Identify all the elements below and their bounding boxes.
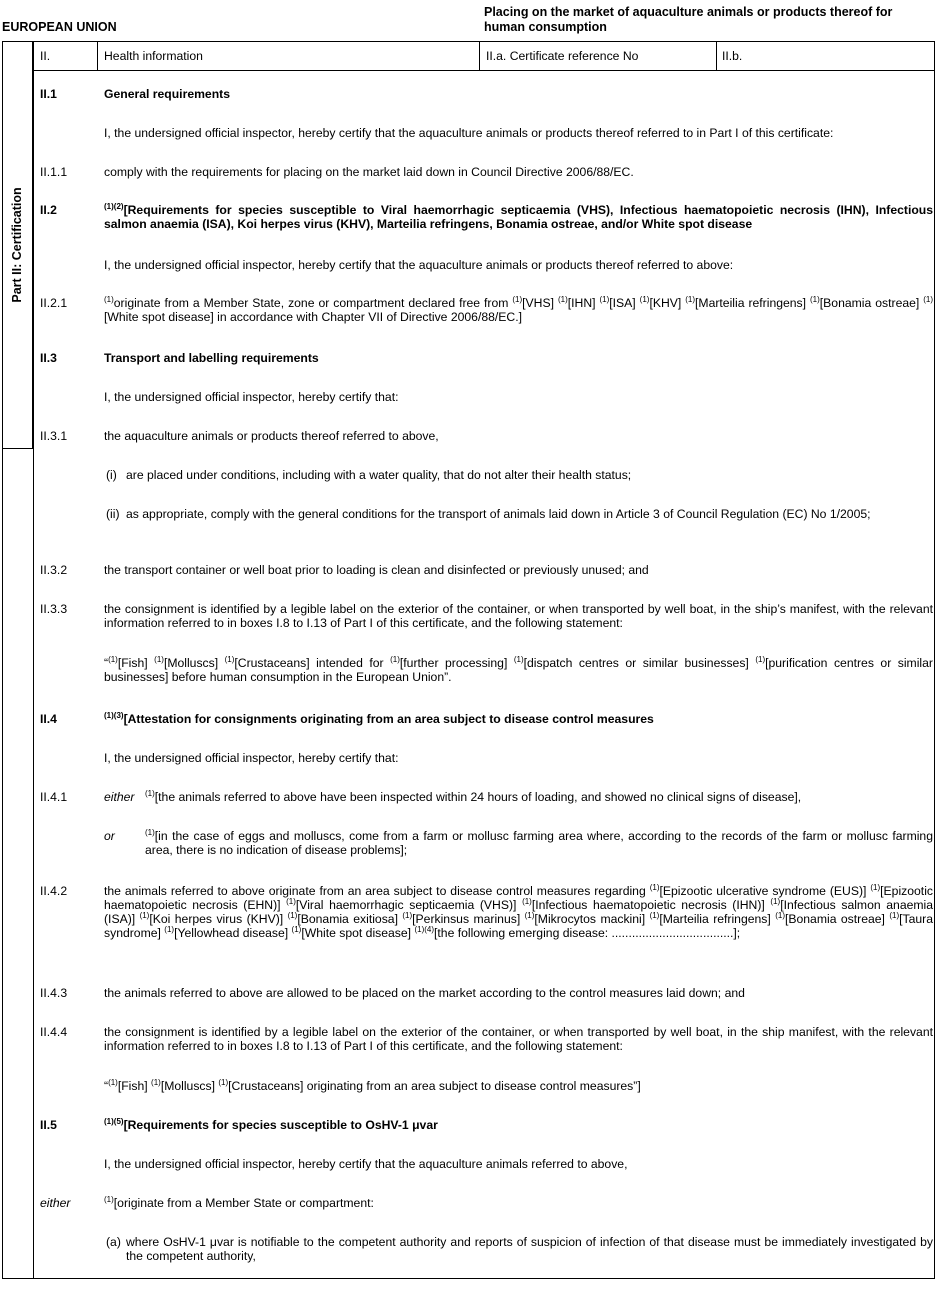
item-number: II.3.3: [40, 602, 68, 616]
statement: “$^{(1)}$[Fish] $^{(1)}$[Molluscs] $^{(1)}$[Crustaceans] intended for $^{(1)}$[further processing] $^{(1)}$[dispatch centres or similar businesses] $^{(1)}$[purification centres or similar businesses] before human consumption in the European Union”.: [104, 654, 933, 684]
paragraph: I, the undersigned official inspector, hereby certify that:: [104, 390, 399, 404]
paragraph: $^{(1)}$[in the case of eggs and molluscs, come from a farm or mollusc farming area where, according to the records of the farm or mollusc farming area, there is no indication of disease problems];: [145, 827, 933, 857]
paragraph: I, the undersigned official inspector, hereby certify that:: [104, 751, 399, 765]
section-title: $^{(1)(2)}$[Requirements for species susceptible to Viral haemorrhagic septicaemia (VHS), Infectious haematopoietic necrosis (IHN), Infectious salmon anaemia (ISA), Koi herpes virus (KHV), Marteilia refringens, Bonamia ostreae, and/or White spot disease: [104, 201, 933, 231]
side-label-box: [2, 41, 33, 449]
paragraph: $^{(1)}$[the animals referred to above have been inspected within 24 hours of loading, and showed no clinical signs of disease],: [145, 788, 802, 804]
header-cell-ref: II.a. Certificate reference No: [486, 49, 639, 63]
section-title: $^{(1)(3)}$[Attestation for consignments originating from an area subject to disease control measures: [104, 710, 654, 726]
item-number: II.4.1: [40, 790, 68, 804]
section-title: Transport and labelling requirements: [104, 351, 319, 365]
paragraph: the animals referred to above are allowed to be placed on the market according to the control measures laid down; and: [104, 986, 745, 1000]
item-number: II.4.4: [40, 1025, 68, 1039]
or-label: or: [104, 829, 115, 843]
header-cell-ii: II.: [40, 49, 51, 63]
paragraph: are placed under conditions, including with a water quality, that do not alter their health status;: [126, 468, 632, 482]
divider: [97, 41, 98, 71]
paragraph: I, the undersigned official inspector, hereby certify that the aquaculture animals or products thereof referred to in Part I of this certificate:: [104, 126, 834, 140]
section-number: II.3: [40, 351, 57, 365]
paragraph: where OsHV-1 μvar is notifiable to the competent authority and reports of suspicion of infection of that disease must be immediately investigated by the competent authority,: [126, 1235, 933, 1263]
header-cell-health: Health information: [104, 49, 203, 63]
paragraph: $^{(1)}$originate from a Member State, zone or compartment declared free from $^{(1)}$[VHS] $^{(1)}$[IHN] $^{(1)}$[ISA] $^{(1)}$[KHV] $^{(1)}$[Marteilia refringens] $^{(1)}$[Bonamia ostreae] $^{(1)}$[White spot disease] in accordance with Chapter VII of Directive 2006/88/EC.]: [104, 294, 934, 324]
paragraph: I, the undersigned official inspector, hereby certify that the aquaculture animals referred to above,: [104, 1157, 628, 1171]
side-label: Part II: Certification: [10, 187, 24, 303]
paragraph: $^{(1)}$[originate from a Member State or compartment:: [104, 1194, 374, 1210]
item-number: II.2.1: [40, 296, 68, 310]
item-number: II.3.1: [40, 429, 68, 443]
header-union: EUROPEAN UNION: [2, 20, 117, 34]
item-number: II.1.1: [40, 165, 68, 179]
section-number: II.4: [40, 712, 57, 726]
item-number: II.4.2: [40, 884, 68, 898]
paragraph: I, the undersigned official inspector, hereby certify that the aquaculture animals or products thereof referred to above:: [104, 258, 734, 272]
sub-label: (i): [106, 468, 117, 482]
divider: [479, 41, 480, 71]
either-label: either: [40, 1196, 71, 1210]
paragraph: the consignment is identified by a legible label on the exterior of the container, or when transported by well boat, in the ship’s manifest, with the relevant information referred to in boxes I.8 to I.13 of Part I of this certificate, and the following statement:: [104, 602, 933, 630]
sub-label: (a): [106, 1235, 121, 1249]
header-cell-iib: II.b.: [722, 49, 743, 63]
paragraph: as appropriate, comply with the general conditions for the transport of animals laid down in Article 3 of Council Regulation (EC) No 1/2005;: [126, 507, 871, 521]
statement: “$^{(1)}$[Fish] $^{(1)}$[Molluscs] $^{(1)}$[Crustaceans] originating from an area subject to disease control measures”]: [104, 1077, 641, 1093]
section-number: II.5: [40, 1118, 57, 1132]
paragraph: the consignment is identified by a legible label on the exterior of the container, or when transported by well boat, in the ship manifest, with the relevant information referred to in boxes I.8 to I.13 of Part I of this certificate, and the following statement:: [104, 1025, 933, 1053]
item-number: II.3.2: [40, 563, 68, 577]
either-label: either: [104, 790, 135, 804]
section-number: II.2: [40, 203, 57, 217]
paragraph: the transport container or well boat prior to loading is clean and disinfected or previously unused; and: [104, 563, 649, 577]
paragraph: the aquaculture animals or products thereof referred to above,: [104, 429, 439, 443]
paragraph: the animals referred to above originate from an area subject to disease control measures regarding $^{(1)}$[Epizootic ulcerative syndrome (EUS)] $^{(1)}$[Epizootic haematopoietic necrosis (EHN)] $^{(1)}$[Viral haemorrhagic septicaemia (VHS)] $^{(1)}$[Infectious haematopoietic necrosis (IHN)] $^{(1)}$[Infectious salmon anaemia (ISA)] $^{(1)}$[Koi herpes virus (KHV)] $^{(1)}$[Bonamia exitiosa] $^{(1)}$[Perkinsus marinus] $^{(1)}$[Mikrocytos mackini] $^{(1)}$[Marteilia refringens] $^{(1)}$[Bonamia ostreae] $^{(1)}$[Taura syndrome] $^{(1)}$[Yellowhead disease] $^{(1)}$[White spot disease] $^{(1)(4)}$[the following emerging disease: ....................................];: [104, 882, 934, 940]
header-title: Placing on the market of aquaculture animals or products thereof for human consumption: [484, 5, 893, 34]
paragraph: comply with the requirements for placing on the market laid down in Council Directive 2006/88/EC.: [104, 165, 634, 179]
section-title: $^{(1)(5)}$[Requirements for species susceptible to OsHV-1 μvar: [104, 1116, 438, 1132]
divider: [716, 41, 717, 71]
sub-label: (ii): [106, 507, 120, 521]
section-title: General requirements: [104, 87, 230, 101]
item-number: II.4.3: [40, 986, 68, 1000]
section-number: II.1: [40, 87, 57, 101]
